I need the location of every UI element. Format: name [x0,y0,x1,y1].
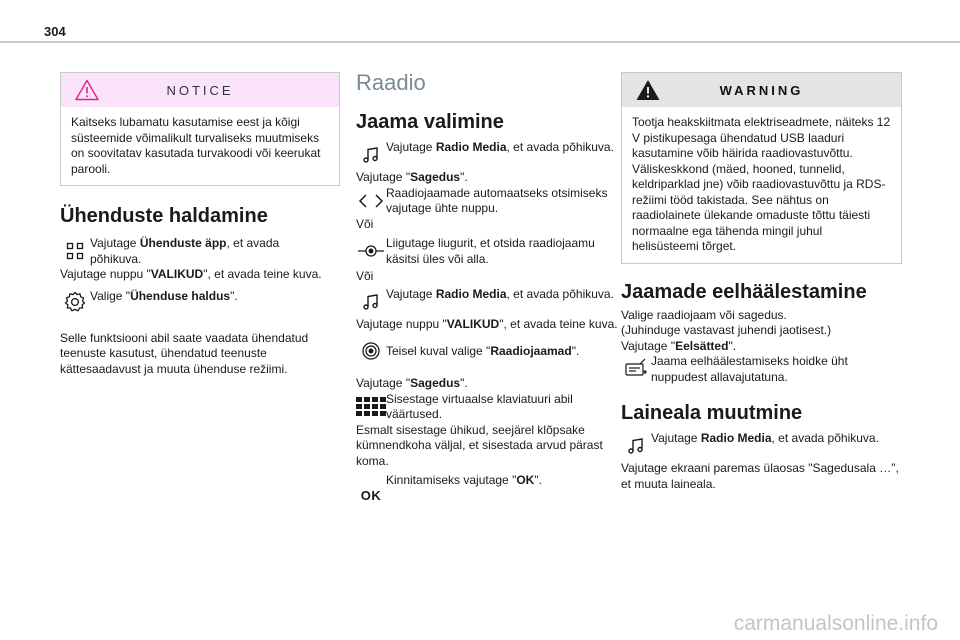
presets-step-1: Valige raadiojaam või sagedus. [621,307,787,322]
station-select-heading: Jaama valimine [356,111,504,133]
radio-station-icon [356,336,386,366]
presets-step-4-text: Jaama eelhäälestamiseks hoidke üht nuppudest allavajutatuna. [651,354,848,384]
connections-step-3-a: Valige " [90,288,131,303]
radio-step-1-a: Vajutage [386,140,436,154]
presets-step-3-b: Eelsätted [675,338,729,353]
presets-step-3-a: Vajutage " [621,338,676,353]
radio-step-5-b: Radio Media [435,286,507,301]
waveband-step-1 [621,431,902,461]
waveband-heading: Laineala muutmine [621,402,803,424]
preset-radio-icon [621,354,651,384]
radio-step-11-c: ". [534,473,542,487]
connections-step-1-b: Ühenduste äpp [139,236,227,250]
presets-step-3 [621,339,902,355]
radio-step-7 [356,336,624,366]
warning-triangle-icon [75,79,99,104]
keypad-icon [356,392,386,422]
notice-header [61,73,339,107]
notice-box [60,72,340,186]
radio-step-4-text: Liigutage liugurit, et otsida raadiojaamu käsitsi üles või alla. [386,236,595,266]
top-divider [0,41,960,43]
connections-step-1-c: , et avada põhikuva. [90,236,280,266]
warning-box [621,72,902,264]
radio-step-3-text: Raadiojaamade automaatseks otsimiseks vajutage ühte nuppu. [386,185,608,215]
connections-step-1-a: Vajutage [90,236,140,250]
connections-step-3 [60,287,340,317]
radio-step-8-c: ". [460,376,468,390]
presets-step-2: (Juhinduge vastavast juhendi jaotisest.) [621,323,832,337]
radio-step-6-b: VALIKUD [446,316,500,331]
radio-step-5-c: , et avada põhikuva. [506,286,614,301]
connections-step-3-b: Ühenduse haldus [130,288,231,303]
notice-text: Kaitseks lubamatu kasutamise eest ja kõigi süsteemide võimalikult turvaliseks muutmiseks on soovitatav kasutada turvakoodi või keerukat parooli. [71,115,321,176]
radio-step-8-b: Sagedus [410,376,461,390]
connections-step-1 [60,236,340,267]
radio-step-7-a: Teisel kuval valige " [386,344,491,358]
radio-step-10: Esmalt sisestage ühikud, seejärel klõpsake kümnendkoha väljal, et sisestada arvud pärast koma. [356,422,603,468]
radio-title: Raadio [356,70,426,95]
column-middle [356,70,624,503]
radio-step-11 [356,473,624,503]
radio-step-2 [356,170,624,186]
ok-icon-label: OK [360,488,382,503]
waveband-step-1-b: Radio Media [700,431,772,445]
radio-step-8 [356,376,624,392]
radio-step-4 [356,236,624,267]
connections-heading: Ühenduste haldamine [60,205,268,227]
column-right [621,72,902,492]
slider-target-icon [356,236,386,266]
presets-heading: Jaamade eelhäälestamine [621,280,867,303]
radio-step-6-c: ", et avada teine kuva. [499,316,618,331]
radio-step-5-a: Vajutage [386,286,436,301]
warning-header [622,73,901,107]
radio-step-3 [356,186,624,217]
column-left [60,72,340,377]
radio-step-9-text: Sisestage virtuaalse klaviatuuri abil väärtused. [386,391,573,421]
music-note-icon [356,287,386,317]
waveband-step-1-c: , et avada põhikuva. [771,431,879,445]
connections-step-2-c: ", et avada teine kuva. [203,267,322,281]
music-note-icon [356,140,386,170]
presets-step-4 [621,354,902,385]
radio-step-7-b: Raadiojaamad [490,344,572,358]
radio-step-7-c: ". [571,344,580,358]
connections-step-2-b: VALIKUD [150,267,204,281]
warning-title: WARNING [719,82,804,98]
music-note-icon [621,431,651,461]
connections-step-2 [60,267,340,283]
gear-icon [60,287,90,317]
apps-grid-icon [60,236,90,266]
warning-triangle-icon [636,79,660,104]
radio-step-1-b: Radio Media [435,140,507,154]
radio-step-1 [356,140,624,170]
radio-step-6 [356,317,624,333]
radio-step-1-c: , et avada põhikuva. [506,140,614,154]
radio-or-2: Või [356,269,374,283]
connections-description: Selle funktsiooni abil saate vaadata ühendatud teenuste kasutust, ühendatud teenuste kättesaadavust ja muuta ühenduse režiimi. [60,330,309,376]
radio-step-11-b: OK [516,473,535,487]
radio-step-6-a: Vajutage nuppu " [356,316,447,331]
presets-step-3-c: ". [728,338,737,353]
radio-step-9 [356,392,624,423]
connections-step-2-a: Vajutage nuppu " [60,267,151,281]
radio-step-11-a: Kinnitamiseks vajutage " [386,473,517,487]
radio-step-2-c: ". [460,170,468,184]
radio-or-1: Või [356,216,374,231]
warning-text: Tootja heakskiitmata elektriseadmete, näiteks 12 V pistikupesaga ühendatud USB laaduri kasutamine võib häirida raadiovastuvõttu. Väliskeskkond (mäed, hooned, tunnelid, keldriparklad jne) võib raadiovastuvõttu ja RDS-režiimi tööd takistada. See nähtus on raadiolainete ülekande omaduste tõttu täiesti normaalne ega tähenda mingil juhul helisüsteemi tõrget. [632,115,891,253]
ok-icon [356,473,386,503]
radio-step-5 [356,287,624,317]
chevrons-left-right-icon [356,186,386,216]
radio-step-2-a: Vajutage " [356,170,411,184]
waveband-step-2: Vajutage ekraani paremas ülaosas "Sagedusala …", et muuta laineala. [621,461,899,491]
radio-step-2-b: Sagedus [410,170,461,184]
connections-step-3-c: ". [230,288,238,303]
waveband-step-1-a: Vajutage [651,431,701,445]
radio-step-8-a: Vajutage " [356,376,411,390]
watermark: carmanualsonline.info [733,612,938,635]
notice-title: NOTICE [166,82,234,98]
page-number: 304 [44,24,66,39]
